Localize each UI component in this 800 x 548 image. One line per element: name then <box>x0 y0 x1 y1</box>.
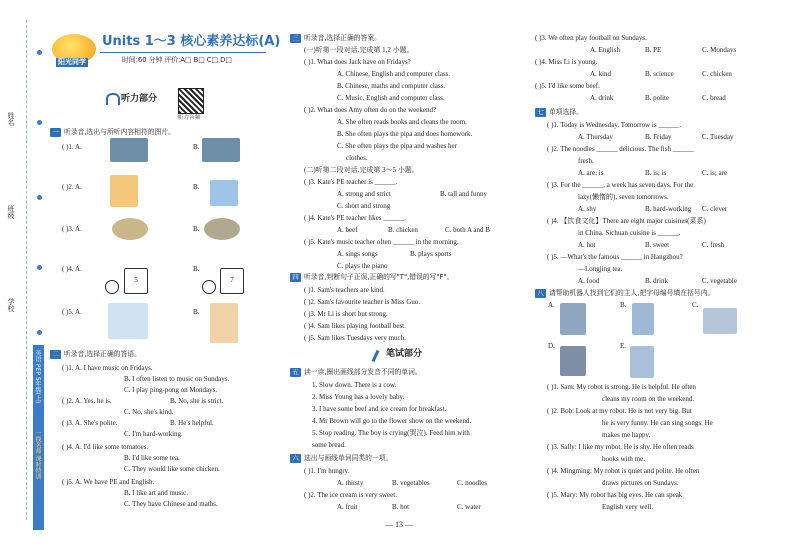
s7-q1-c: C. Tuesday <box>702 133 734 141</box>
s6-q4: ( )4. Miss Li is young. <box>535 58 598 66</box>
section-instruction-8: 请帮助机器人找到它们的主人,把字母编号填在括号内。 <box>549 289 715 297</box>
section-instruction-5: 读一读,圈出画线部分发音不同的单词。 <box>304 368 422 376</box>
s7-q1: ( )1. Today is Wednesday. Tomorrow is ______. <box>547 121 682 129</box>
margin-class-label: 班级 <box>7 205 15 219</box>
margin-dot <box>37 120 42 125</box>
s6-q4-a: A. kind <box>590 70 611 78</box>
s2-q2-c: C. No, she's kind. <box>124 408 174 416</box>
s6-q5-c: C. bread <box>702 94 726 102</box>
calendar-number: 7 <box>230 276 234 284</box>
s7-q5: ( )5. —What's the famous ______ in Hangzhou? <box>547 253 683 261</box>
s3-q5-c: C. plays the piano <box>337 262 388 270</box>
margin-dot <box>37 50 42 55</box>
s7-q5-b: —Longjing tea. <box>578 265 623 273</box>
s6-q5-a: A. drink <box>590 94 614 102</box>
s4-q5: ( )5. Sam likes Tuesdays very much. <box>304 334 406 342</box>
s6-q2-b: B. hot <box>392 503 410 511</box>
s4-q2: ( )2. Sam's favourite teacher is Miss Guo. <box>304 298 421 306</box>
section-badge-1: 一 <box>50 128 61 137</box>
classroom-image-b <box>202 138 240 162</box>
s2-q5-b: B. I like art and music. <box>124 489 188 497</box>
s7-q2-opt-b: B. is; is <box>645 169 667 177</box>
s2-q4: ( )4. A. I'd like some tomatoes. <box>62 443 149 451</box>
s3-q1-b: B. Chinese, maths and computer class. <box>337 82 446 90</box>
s2-q4-b: B. I'd like some tea. <box>124 454 180 462</box>
brand-name: 阳光同学 <box>58 58 86 66</box>
binding-margin <box>0 0 46 548</box>
listening-heading: 听力部分 <box>121 94 158 104</box>
s3-q3-b: B. tall and funny <box>440 190 488 198</box>
section-badge-7: 七 <box>535 108 546 117</box>
section-instruction-3: 听录音,选择正确的答案。 <box>304 34 381 42</box>
q3-b-label: B. <box>193 225 200 233</box>
s7-q3-a: A. shy <box>578 205 597 213</box>
robot-label-d: D. <box>548 342 555 350</box>
s7-q5-opt-b: B. drink <box>645 277 668 285</box>
s3-q5-a: A. sings songs <box>337 250 378 258</box>
s6-q3-a: A. English <box>590 46 620 54</box>
s8-q1: ( )1. Sam: My robot is strong. He is helpful. He often <box>547 383 696 391</box>
s8-q5: ( )5. Mary: My robot has big eyes. He can speak <box>547 491 683 499</box>
s3-q4: ( )4. Kate's PE teacher likes ______. <box>304 214 406 222</box>
s6-q1-c: C. noodles <box>457 479 487 487</box>
s3-q2-c: C. She often plays the pipa and washes her <box>337 142 457 150</box>
s2-q2: ( )2. A. Yes, he is. <box>62 397 112 405</box>
s8-q2: ( )2. Bob: Look at my robot. He is not very big. But <box>547 407 692 415</box>
s7-q3-opt-c: C. clever <box>702 205 728 213</box>
s7-q4-opt-c: C. fresh <box>702 241 725 249</box>
s2-q3-c: C. I'm hard-working. <box>124 430 183 438</box>
page-subtitle: 时间:60 分钟 评价:A□ B□ C□ D□ <box>122 56 232 64</box>
s2-q3-b: B. He's helpful. <box>170 419 214 427</box>
section-badge-3: 三 <box>290 34 301 43</box>
s3-q3-c: C. short and strong <box>337 202 391 210</box>
s6-q4-c: C. chicken <box>702 70 732 78</box>
s8-q2-b: he is very funny. He can sing songs. He <box>602 419 713 427</box>
s5-item2: 2. Miss Young has a lovely baby. <box>312 393 405 401</box>
margin-dot <box>37 330 42 335</box>
s2-q5: ( )5. A. We have PE and English. <box>62 478 155 486</box>
s2-q4-c: C. They would like some chicken. <box>124 465 220 473</box>
s3-q4-c: C. both A and B <box>445 226 490 234</box>
girl-image-a <box>110 175 138 207</box>
s7-q4: ( )4. 【饮食文化】There are eight major cuisines(菜系) <box>547 217 706 225</box>
q3-label: ( )3. A. <box>62 225 82 233</box>
margin-school-label: 学校 <box>7 298 15 312</box>
pen-icon <box>372 350 380 362</box>
s3-q1-c: C. Music, English and computer class. <box>337 94 445 102</box>
s8-q3-b: books with me. <box>602 455 645 463</box>
s4-q1: ( )1. Sam's teachers are kind. <box>304 286 385 294</box>
s2-q3: ( )3. A. She's polite. <box>62 419 118 427</box>
s7-q4-opt-b: B. sweet <box>645 241 670 249</box>
ball-icon <box>105 280 119 294</box>
s6-q2-c: C. water <box>457 503 481 511</box>
qr-caption: 听力音频 <box>178 115 201 121</box>
margin-dot <box>37 195 42 200</box>
s3-q4-a: A. beef <box>337 226 358 234</box>
section-instruction-2: 听录音,选择正确的答语。 <box>64 350 141 358</box>
s3-sub2: (二)听第二段对话,完成第 3～5 小题。 <box>304 166 419 174</box>
q2-b-label: B. <box>193 183 200 191</box>
s7-q3-opt-b: B. hard-working <box>645 205 692 213</box>
robot-label-e: E. <box>620 342 627 350</box>
food-image-b <box>204 218 240 240</box>
s5-item1: 1. Slow down. There is a cow. <box>312 381 397 389</box>
robot-image-e <box>630 346 654 378</box>
ball-icon <box>202 280 216 294</box>
s5-item3: 3. I have some beef and ice cream for breakfast. <box>312 405 447 413</box>
robot-image-b <box>632 303 654 335</box>
s7-q5-a: A. food <box>578 277 600 285</box>
s7-q2-opt-c: C. is; are <box>702 169 728 177</box>
q4-label: ( )4. A. <box>62 265 82 273</box>
s6-q2-a: A. fruit <box>337 503 358 511</box>
section-badge-8: 八 <box>535 289 546 298</box>
page-title: Units 1～3 核心素养达标(A) <box>102 34 281 49</box>
teacher-image-b <box>210 303 238 343</box>
section-instruction-7: 单项选择。 <box>549 108 583 116</box>
s6-q1-b: B. vegetables <box>392 479 430 487</box>
section-instruction-1: 听录音,选出与所听内容相符的图片。 <box>64 128 175 136</box>
section-instruction-4: 听录音,判断句子正误,正确的写"T",错误的写"F"。 <box>304 273 454 281</box>
s8-q4-b: draws pictures on Sundays. <box>602 479 679 487</box>
s4-q3: ( )3. Mr Li is short but strong. <box>304 310 388 318</box>
s7-q4-b: in China. Sichuan cuisine is ______. <box>578 229 681 237</box>
s3-q3-a: A. strong and strict <box>337 190 391 198</box>
s6-q3: ( )3. We often play football on Sundays. <box>535 34 647 42</box>
s7-q1-a: A. Thursday <box>578 133 613 141</box>
s7-q2-b: fresh. <box>578 157 594 165</box>
section-badge-5: 五 <box>290 368 301 377</box>
q5-b-label: B. <box>193 308 200 316</box>
s3-q5-b: B. plays sports <box>410 250 452 258</box>
calendar-icon <box>220 268 244 294</box>
s3-q4-b: B. chicken <box>388 226 418 234</box>
margin-series-label: 一线名师 课时特训 <box>34 430 41 480</box>
s2-q2-b: B. No, she is strict. <box>170 397 224 405</box>
s6-q5-b: B. polite <box>645 94 670 102</box>
page-number: — 13 — <box>385 520 413 529</box>
s3-q2-a: A. She often reads books and cleans the room. <box>337 118 467 126</box>
s6-q3-c: C. Mondays <box>702 46 737 54</box>
s6-q1: ( )1. I'm hungry. <box>304 467 350 475</box>
s5-item4: 4. Mr Brown will go to the flower show on the weekend. <box>312 417 472 425</box>
s7-q3: ( )3. For the ______, a week has seven days. For the <box>547 181 694 189</box>
q2-label: ( )2. A. <box>62 183 82 191</box>
food-image-a <box>112 218 148 240</box>
s8-q5-b: English very well. <box>602 503 654 511</box>
robot-label-b: B. <box>620 301 627 309</box>
s2-q1-c: C. I play ping-pong on Mondays. <box>124 386 218 394</box>
s5-item5: 5. Stop reading. The boy is crying(哭泣). Feed him with <box>312 429 470 437</box>
section-instruction-6: 选出与画线单词同类的一项。 <box>304 454 393 462</box>
s3-q3: ( )3. Kate's PE teacher is ______. <box>304 178 398 186</box>
headphones-icon <box>106 93 120 105</box>
classroom-image-a <box>110 138 148 162</box>
q4-b-label: B. <box>193 265 200 273</box>
s8-q2-c: makes me happy. <box>602 431 651 439</box>
writing-heading: 笔试部分 <box>386 349 423 359</box>
s3-q2-c2: clothes. <box>346 154 368 162</box>
s6-q1-a: A. thirsty <box>337 479 364 487</box>
margin-book-label: 英语 PEP 5年级(上) <box>34 350 41 404</box>
header-banner <box>52 32 281 76</box>
teacher-image-a <box>108 303 148 339</box>
s7-q5-opt-c: C. vegetable <box>702 277 737 285</box>
s4-q4: ( )4. Sam likes playing football best. <box>304 322 406 330</box>
robot-image-a <box>560 303 586 335</box>
robot-label-a: A. <box>548 301 555 309</box>
calendar-icon <box>124 268 148 294</box>
s3-sub1: (一)听第一段对话,完成第 1,2 小题。 <box>304 46 414 54</box>
robot-label-c: C. <box>692 301 699 309</box>
calendar-number: 5 <box>134 276 138 284</box>
s7-q3-b: lazy(懒惰的), seven tomorrows. <box>578 193 669 201</box>
boy-image-b <box>210 180 238 206</box>
robot-image-d <box>560 346 586 376</box>
s7-q2-a: A. are; is <box>578 169 604 177</box>
s7-q1-b: B. Friday <box>645 133 672 141</box>
q5-label: ( )5. A. <box>62 308 82 316</box>
section-badge-2: 二 <box>50 350 61 359</box>
s3-q5: ( )5. Kate's music teacher often ______ in the morning. <box>304 238 459 246</box>
s2-q5-c: C. They have Chinese and maths. <box>124 500 218 508</box>
qr-code[interactable] <box>178 88 204 114</box>
s7-q2: ( )2. The noodles ______ delicious. The fish ______ <box>547 145 694 153</box>
s3-q2-b: B. She often plays the pipa and does homework. <box>337 130 473 138</box>
q1-b-label: B. <box>193 143 200 151</box>
section-badge-4: 四 <box>290 273 301 282</box>
section-badge-6: 六 <box>290 454 301 463</box>
s2-q1-b: B. I often listen to music on Sundays. <box>124 375 230 383</box>
q1-label: ( )1. A. <box>62 143 82 151</box>
s8-q3: ( )3. Sally: I like my robot. He is shy. He often reads <box>547 443 694 451</box>
s8-q1-b: cleans my room on the weekend. <box>602 395 695 403</box>
s5-item5b: some bread. <box>312 441 346 449</box>
s3-q1-a: A. Chinese, English and computer class. <box>337 70 451 78</box>
s6-q3-b: B. PE <box>645 46 662 54</box>
margin-name-label: 姓名 <box>7 112 15 126</box>
s2-q1: ( )1. A. I have music on Fridays. <box>62 364 153 372</box>
s8-q4: ( )4. Mingming: My robot is quiet and polite. He often <box>547 467 700 475</box>
s3-q1: ( )1. What does Jack have on Fridays? <box>304 58 411 66</box>
s6-q4-b: B. science <box>645 70 674 78</box>
s3-q2: ( )2. What does Amy often do on the weekend? <box>304 106 437 114</box>
s6-q2: ( )2. The ice cream is very sweet. <box>304 491 397 499</box>
s7-q4-a: A. hot <box>578 241 596 249</box>
margin-dot <box>37 265 42 270</box>
robot-image-c <box>703 308 737 334</box>
s6-q5: ( )5. I'd like some beef. <box>535 82 600 90</box>
